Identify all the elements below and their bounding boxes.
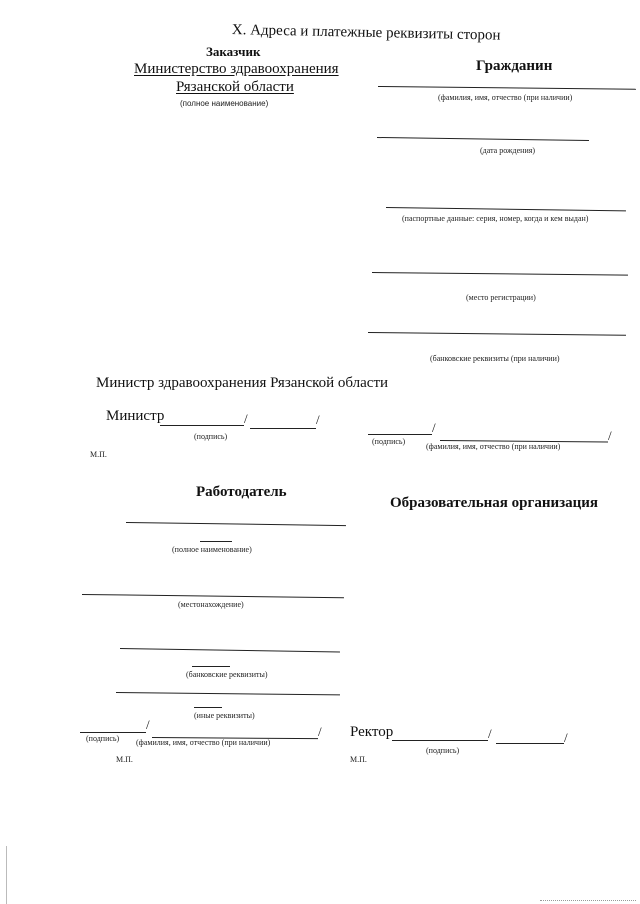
organization-slash-2: / [564,730,568,745]
employer-slash-2: / [318,724,322,739]
customer-signer-label: Министр [106,408,165,424]
employer-bank-line [120,648,340,652]
customer-slash-2: / [316,412,320,427]
organization-rector-label: Ректор [350,724,394,740]
citizen-title: Гражданин [476,58,553,74]
citizen-registration-line [372,272,628,276]
citizen-birth-line [377,137,589,141]
scan-edge-bottom [540,900,636,901]
organization-slash-1: / [488,726,492,741]
employer-name-tick [200,541,232,542]
employer-location-line [82,594,344,598]
citizen-fio-sign-caption: (фамилия, имя, отчество (при наличии) [426,442,561,451]
employer-other-caption: (иные реквизиты) [194,711,255,720]
customer-name-line2: Рязанской области [176,79,294,95]
citizen-passport-caption: (паспортные данные: серия, номер, когда и кем выдан) [402,214,589,223]
citizen-bank-line [368,332,626,336]
employer-name-caption: (полное наименование) [172,545,252,554]
employer-signature-line [80,732,146,733]
employer-bank-caption: (банковские реквизиты) [186,670,268,679]
customer-signature-line [160,425,244,426]
employer-signature-caption: (подпись) [86,734,120,743]
citizen-fio-line [378,86,636,90]
employer-bank-tick [192,666,230,667]
customer-signer-title: Министр здравоохранения Рязанской области [96,375,389,391]
citizen-slash-2: / [608,428,612,443]
customer-stamp: М.П. [90,450,107,459]
citizen-birth-caption: (дата рождения) [480,146,536,155]
customer-slash-1: / [244,411,248,426]
employer-title: Работодатель [196,484,287,500]
citizen-signature-caption: (подпись) [372,437,406,446]
organization-signature-caption: (подпись) [426,746,460,755]
employer-other-tick [194,707,222,708]
customer-signature-caption: (подпись) [194,432,228,441]
scan-edge-left [6,846,7,904]
citizen-fio-caption: (фамилия, имя, отчество (при наличии) [438,93,573,102]
citizen-signature-line [368,434,432,435]
employer-name-line [126,522,346,526]
organization-title: Образовательная организация [390,495,599,511]
citizen-slash-1: / [432,420,436,435]
employer-location-caption: (местонахождение) [178,600,244,609]
organization-signature-line [392,740,488,741]
employer-fio-caption: (фамилия, имя, отчество (при наличии) [136,738,271,747]
citizen-registration-caption: (место регистрации) [466,293,536,302]
organization-stamp: М.П. [350,755,367,764]
customer-title: Заказчик [206,44,261,59]
employer-other-line [116,692,340,695]
employer-slash-1: / [146,717,150,732]
citizen-bank-caption: (банковские реквизиты (при наличии) [430,354,560,363]
employer-stamp: М.П. [116,755,133,764]
section-heading: X. Адреса и платежные реквизиты сторон [231,22,501,44]
customer-fio-line [250,428,316,429]
customer-name-line1: Министерство здравоохранения [134,61,339,77]
citizen-passport-line [386,207,626,211]
customer-name-caption: (полное наименование) [180,99,269,108]
organization-fio-line [496,743,564,744]
